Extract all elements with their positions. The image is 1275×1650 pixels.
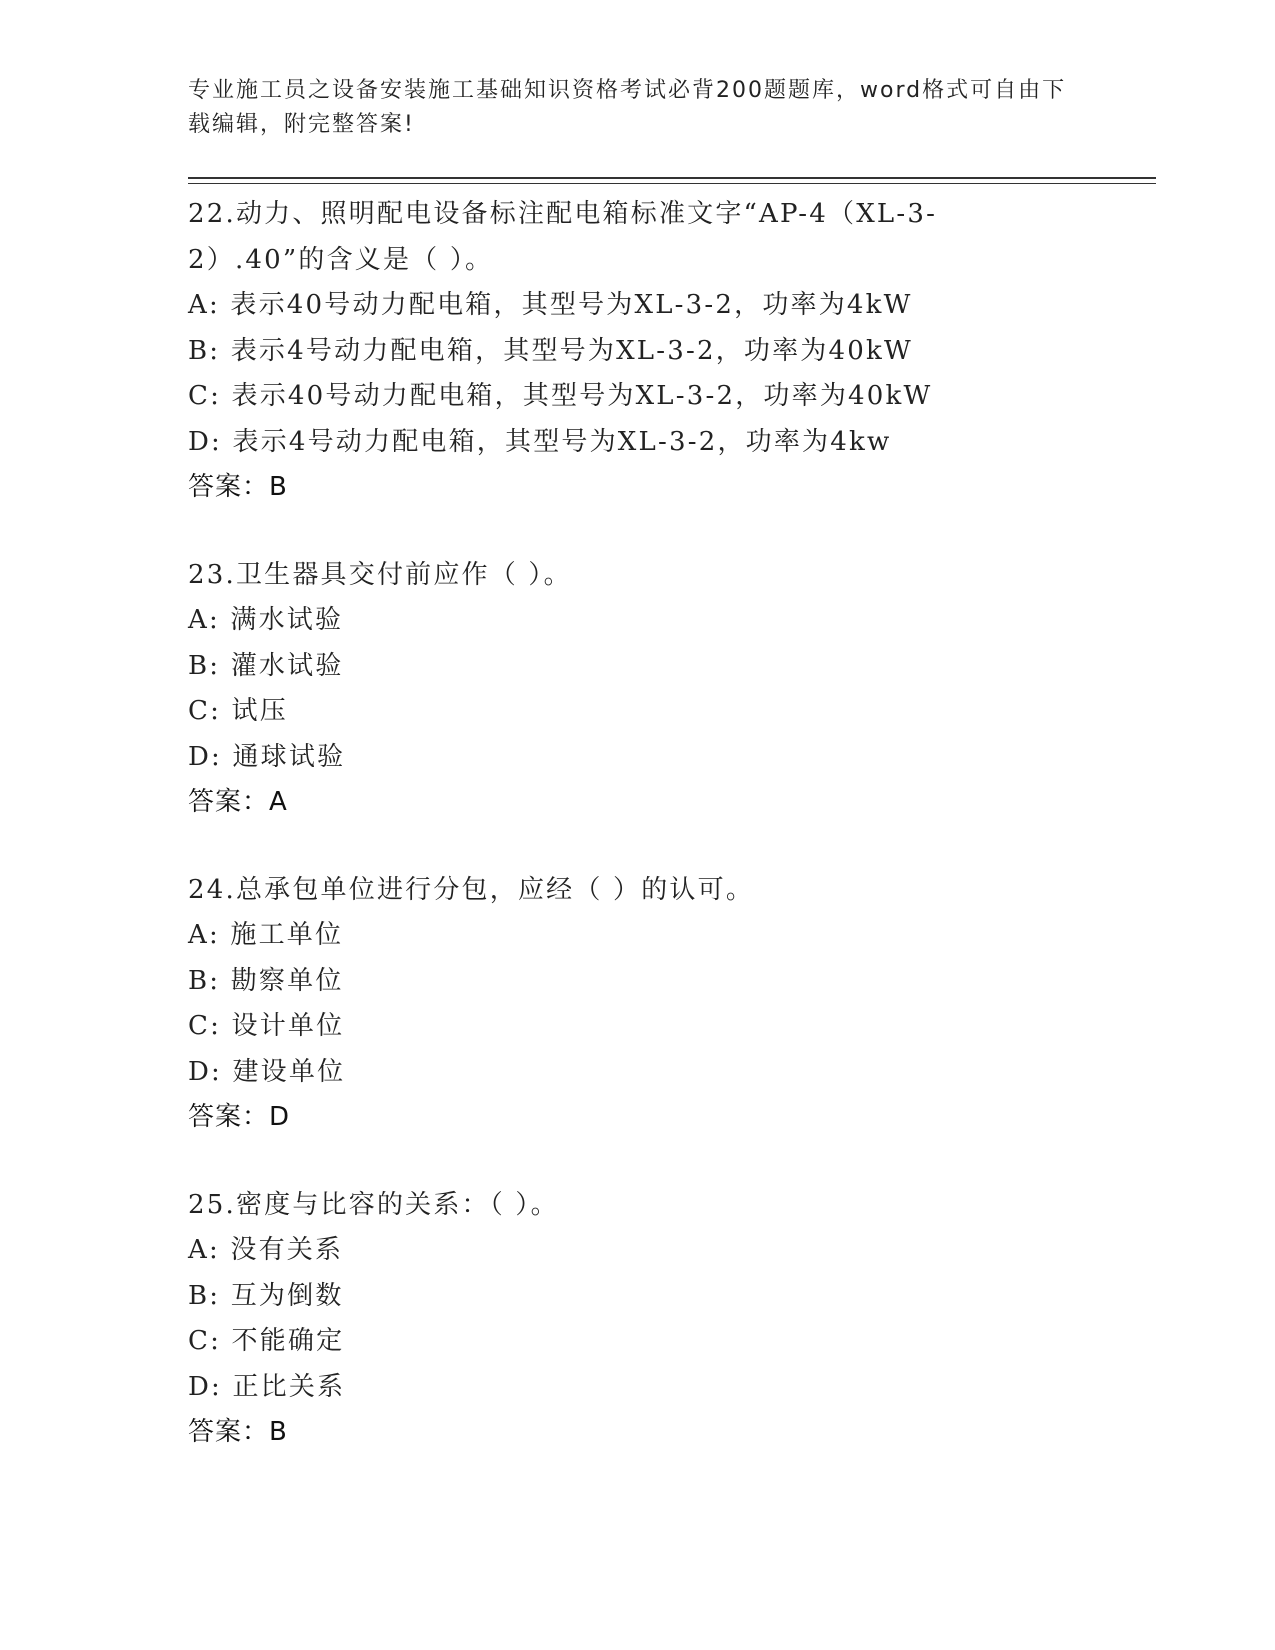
question-list [188,192,1156,1498]
answer-label: 答案：B [188,1417,288,1447]
option-a: A: 表示40号动力配电箱，其型号为XL-3-2，功率为4kW [188,290,913,320]
answer-label: 答案：B [188,472,288,502]
option-b: B: 互为倒数 [188,1280,344,1311]
option-d: D: 表示4号动力配电箱，其型号为XL-3-2，功率为4kw [188,426,892,457]
question-stem: 25.密度与比容的关系：（ ）。 [188,1189,559,1220]
option-a: A: 满水试验 [188,605,344,635]
option-b: B: 灌水试验 [188,650,344,681]
question-stem: 22.动力、照明配电设备标注配电箱标准文字“AP-4（XL-3-2）.40”的含义是（ ）。 [188,199,938,275]
option-d: D: 建设单位 [188,1056,346,1087]
question-22 [188,192,1156,511]
option-a: A: 施工单位 [188,920,344,950]
question-24 [188,868,1156,1141]
option-d: D: 正比关系 [188,1371,346,1402]
document-header: 专业施工员之设备安装施工基础知识资格考试必背200题题库，word格式可自由下载编辑，附完整答案! [188,78,1067,137]
header-divider-thin [188,183,1156,184]
option-d: D: 通球试验 [188,741,346,772]
question-stem: 24.总承包单位进行分包，应经（ ）的认可。 [188,874,755,905]
header-divider-thick [188,177,1156,179]
answer-label: 答案：A [188,787,288,817]
question-stem: 23.卫生器具交付前应作（ ）。 [188,559,572,590]
option-c: C: 试压 [188,696,288,726]
question-23 [188,553,1156,826]
option-c: C: 表示40号动力配电箱，其型号为XL-3-2，功率为40kW [188,381,933,411]
option-b: B: 表示4号动力配电箱，其型号为XL-3-2，功率为40kW [188,335,913,366]
question-25 [188,1183,1156,1456]
option-c: C: 不能确定 [188,1326,345,1356]
option-a: A: 没有关系 [188,1235,344,1265]
option-b: B: 勘察单位 [188,965,344,996]
option-c: C: 设计单位 [188,1011,345,1041]
answer-label: 答案：D [188,1102,291,1132]
